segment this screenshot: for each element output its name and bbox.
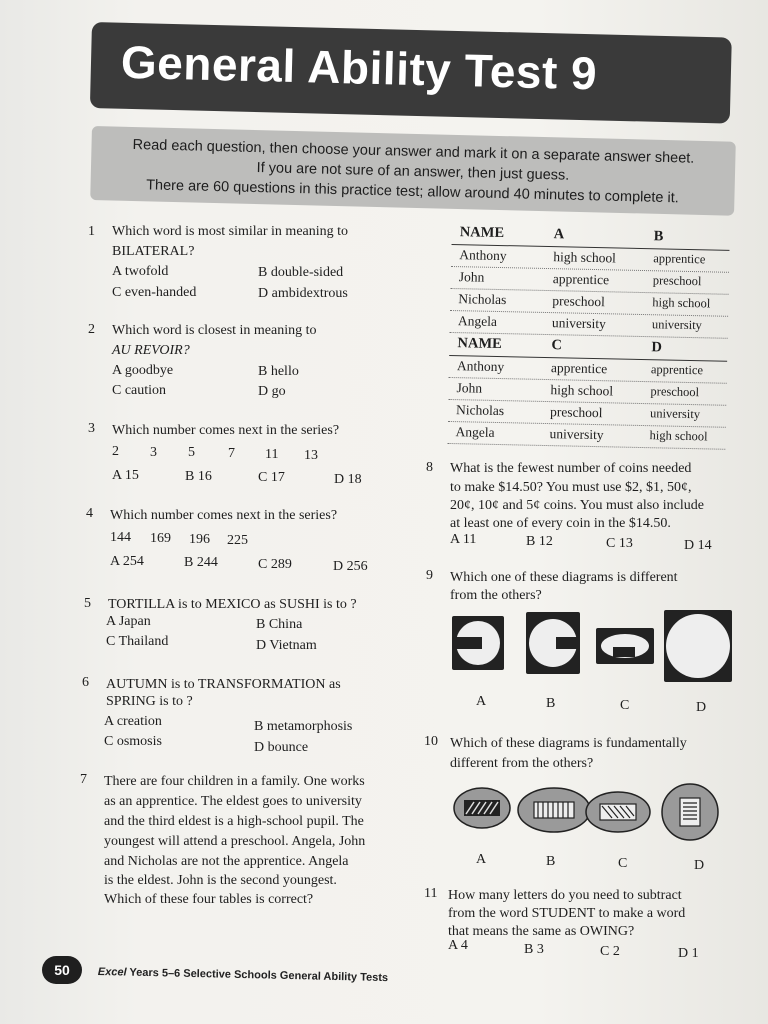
brand-name: Excel	[97, 966, 127, 979]
diagram-label: A	[476, 694, 487, 709]
table-cell: university	[651, 317, 703, 333]
question-number: 10	[424, 734, 438, 749]
question-text: AUTUMN is to TRANSFORMATION as	[106, 677, 341, 692]
question-text: is the eldest. John is the second youngest.	[104, 873, 337, 888]
question-number: 1	[88, 224, 95, 239]
diagram-label: B	[546, 696, 556, 711]
series-item: 196	[189, 532, 210, 547]
option-d[interactable]: D ambidextrous	[258, 286, 348, 301]
option-d[interactable]: D Vietnam	[256, 638, 317, 653]
series-item: 2	[112, 444, 119, 459]
question-text: SPRING is to ?	[106, 694, 193, 709]
question-text: How many letters do you need to subtract	[448, 888, 682, 903]
question-text: as an apprentice. The eldest goes to university	[104, 794, 362, 809]
diagram-c[interactable]	[596, 628, 654, 664]
instruction-line-3: There are 60 questions in this practice test; allow around 40 minutes to complete it.	[145, 177, 679, 207]
instruction-line-2: If you are not sure of an answer, then just guess.	[256, 160, 570, 184]
option-c[interactable]: C 17	[258, 470, 285, 485]
option-a[interactable]: A 11	[450, 532, 477, 547]
question-text: at least one of every coin in the $14.50.	[450, 516, 671, 531]
option-b[interactable]: B 16	[185, 469, 212, 484]
page-title: General Ability Test 9	[120, 35, 598, 100]
question-number: 9	[426, 568, 433, 583]
option-c[interactable]: C 289	[258, 557, 292, 572]
question-text: different from the others?	[450, 756, 594, 771]
question-text: AU REVOIR?	[112, 343, 190, 358]
option-c[interactable]: C 2	[600, 944, 620, 959]
option-a[interactable]: A twofold	[112, 264, 169, 279]
series-item: 11	[265, 447, 279, 462]
column-header: C	[551, 337, 563, 354]
question-text: Which word is most similar in meaning to	[112, 224, 349, 239]
page-number: 50	[54, 962, 70, 978]
table-cell: Nicholas	[458, 291, 507, 308]
q10-diagrams	[450, 780, 730, 846]
footer-text: Years 5–6 Selective Schools General Ability Tests	[126, 966, 389, 985]
table-cell: John	[456, 380, 483, 396]
question-text: Which of these four tables is correct?	[104, 892, 314, 907]
option-d[interactable]: D 18	[334, 472, 362, 487]
table-row	[447, 422, 725, 450]
option-d[interactable]: D bounce	[254, 740, 309, 755]
question-text: TORTILLA is to MEXICO as SUSHI is to ?	[108, 597, 357, 612]
question-number: 4	[86, 506, 93, 521]
diagram-b[interactable]	[518, 788, 590, 832]
footer-title	[98, 966, 388, 984]
answer-tables	[447, 222, 730, 450]
question-text: 20¢, 10¢ and 5¢ coins. You must also include	[450, 498, 704, 513]
option-d[interactable]: D go	[258, 384, 286, 399]
table-cell: preschool	[549, 404, 603, 421]
question-text: BILATERAL?	[112, 244, 195, 259]
question-number: 2	[88, 322, 95, 337]
table-cell: high school	[553, 249, 617, 266]
option-d[interactable]: D 1	[678, 946, 699, 961]
series-item: 13	[304, 448, 318, 463]
diagram-label: D	[696, 700, 707, 715]
table-cell: apprentice	[650, 362, 704, 378]
series-item: 5	[188, 445, 195, 460]
question-number: 8	[426, 460, 433, 475]
instruction-line-1: Read each question, then choose your answer and mark it on a separate answer sheet.	[132, 137, 695, 167]
table-cell: Anthony	[456, 358, 505, 375]
question-text: and the third eldest is a high-school pupil. The	[104, 814, 364, 829]
option-b[interactable]: B double-sided	[258, 265, 344, 280]
table-cell: Nicholas	[455, 402, 505, 419]
question-number: 3	[88, 421, 95, 436]
question-number: 5	[84, 596, 91, 611]
table-cell: apprentice	[653, 251, 706, 267]
question-text: that means the same as OWING?	[448, 924, 635, 939]
column-header: NAME	[457, 335, 502, 353]
series-item: 3	[150, 445, 157, 460]
diagram-label: A	[476, 852, 487, 867]
question-text: There are four children in a family. One works	[104, 774, 365, 789]
option-b[interactable]: B hello	[258, 364, 299, 379]
option-b[interactable]: B 244	[184, 555, 218, 570]
diagram-a[interactable]	[454, 788, 510, 828]
option-c[interactable]: C osmosis	[104, 734, 162, 749]
diagram-label: C	[618, 856, 628, 871]
column-header: NAME	[459, 224, 505, 242]
table-cell: preschool	[652, 273, 702, 289]
option-c[interactable]: C caution	[112, 383, 167, 398]
diagram-d[interactable]	[664, 610, 732, 682]
question-number: 6	[82, 675, 89, 690]
q9-diagrams	[448, 608, 744, 688]
table-cell: preschool	[552, 293, 606, 310]
column-header: B	[653, 228, 664, 245]
option-b[interactable]: B China	[256, 617, 303, 632]
option-a[interactable]: A 4	[448, 938, 468, 953]
option-a[interactable]: A goodbye	[112, 363, 174, 378]
question-text: Which of these diagrams is fundamentally	[450, 736, 687, 751]
diagram-a[interactable]	[452, 616, 504, 670]
option-c[interactable]: C 13	[606, 536, 633, 551]
instructions-box	[90, 126, 736, 216]
option-c[interactable]: C Thailand	[106, 634, 169, 649]
option-a[interactable]: A 15	[112, 468, 139, 483]
column-header: D	[651, 339, 663, 356]
page-number-badge	[42, 956, 82, 984]
question-text: to make $14.50? You must use $2, $1, 50¢,	[450, 480, 692, 495]
table-cell: university	[551, 315, 607, 332]
table-cell: preschool	[650, 384, 700, 400]
diagram-label: B	[546, 854, 556, 869]
table-cell: high school	[649, 428, 708, 444]
diagram-label: D	[694, 858, 705, 873]
table-cell: apprentice	[552, 271, 610, 288]
table-cell: university	[649, 406, 701, 422]
question-number: 11	[424, 886, 438, 901]
diagram-b[interactable]	[526, 612, 580, 674]
question-number: 7	[80, 772, 87, 787]
table-cell: Angela	[457, 313, 498, 329]
table-cell: high school	[550, 382, 614, 399]
question-text: Which word is closest in meaning to	[112, 323, 317, 338]
title-banner	[90, 22, 732, 124]
question-text: Which number comes next in the series?	[112, 423, 340, 438]
diagram-label: C	[620, 698, 630, 713]
option-c[interactable]: C even-handed	[112, 285, 197, 300]
table-cell: Angela	[455, 424, 495, 440]
question-text: Which one of these diagrams is different	[450, 570, 678, 585]
option-b[interactable]: B 3	[524, 942, 544, 957]
table-cell: Anthony	[459, 247, 507, 264]
series-item: 169	[150, 531, 171, 546]
table-cell: apprentice	[550, 360, 608, 377]
question-text: youngest will attend a preschool. Angela, John	[104, 834, 366, 849]
option-d[interactable]: D 14	[684, 538, 712, 553]
series-item: 225	[227, 533, 248, 548]
option-a[interactable]: A Japan	[106, 614, 151, 629]
diagram-c[interactable]	[586, 792, 650, 832]
question-text: What is the fewest number of coins needed	[450, 461, 692, 476]
question-text: from the others?	[450, 588, 542, 603]
question-text: and Nicholas are not the apprentice. Angela	[104, 854, 349, 869]
question-text: Which number comes next in the series?	[110, 508, 338, 523]
table-cell: high school	[652, 295, 711, 311]
column-header: A	[553, 226, 565, 243]
series-item: 7	[228, 446, 235, 461]
series-item: 144	[110, 530, 131, 545]
option-b[interactable]: B 12	[526, 534, 553, 549]
option-b[interactable]: B metamorphosis	[254, 719, 353, 734]
option-d[interactable]: D 256	[333, 559, 368, 574]
question-text: from the word STUDENT to make a word	[448, 906, 686, 921]
option-a[interactable]: A creation	[104, 714, 162, 729]
option-a[interactable]: A 254	[110, 554, 144, 569]
diagram-d[interactable]	[662, 784, 718, 840]
table-cell: university	[549, 426, 604, 443]
table-cell: John	[458, 269, 485, 285]
